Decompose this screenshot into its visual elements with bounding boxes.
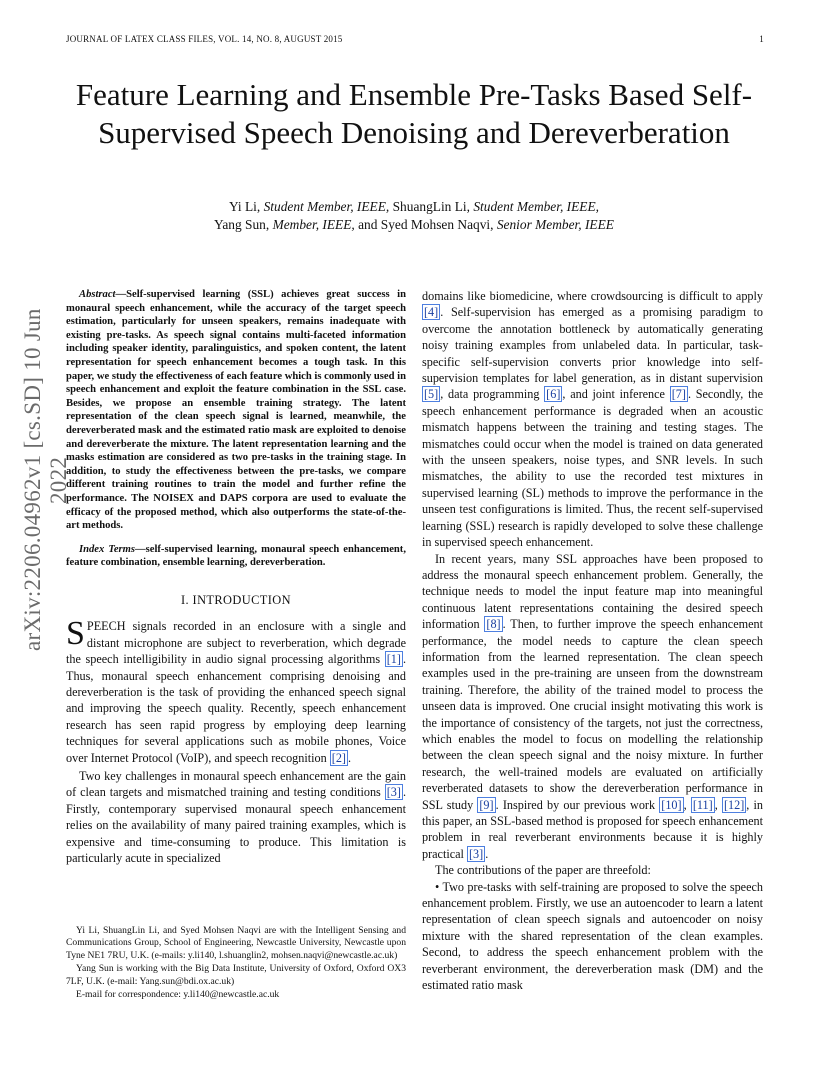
page-number: 1 — [759, 34, 764, 44]
citation-link[interactable]: [11] — [692, 797, 713, 812]
paragraph-text: , — [683, 797, 691, 812]
running-header — [66, 34, 764, 44]
citation-link[interactable]: [12] — [723, 797, 745, 812]
paragraph-text: In recent years, many SSL approaches have been proposed to address the monaural speech enhancement problem. Generally, the technique needs to model the input feature map into meaningful continuous latent representations containing the desired speech information — [422, 551, 763, 632]
paragraph-text: , and joint inference — [562, 387, 670, 402]
drop-cap: S — [66, 615, 85, 653]
author-name: ShuangLin Li, — [389, 199, 474, 214]
journal-name: JOURNAL OF LATEX CLASS FILES, VOL. 14, NO. 8, AUGUST 2015 — [66, 34, 343, 44]
paragraph-text: Two key challenges in monaural speech enhancement are the gain of clean targets and mismatched training and testing conditions — [66, 768, 406, 800]
author-affiliation: Senior Member, IEEE — [496, 217, 614, 232]
paragraph-text: domains like biomedicine, where crowdsourcing is difficult to apply — [422, 289, 763, 303]
citation-link[interactable]: [3] — [469, 846, 484, 861]
citation-link[interactable]: [2] — [331, 750, 346, 765]
abstract — [66, 288, 406, 533]
author-name: Yang Sun, — [214, 217, 273, 232]
left-column — [66, 288, 406, 866]
paragraph-text: , data programming — [440, 387, 545, 402]
intro-paragraph-1 — [66, 615, 406, 766]
footnote-affiliation: Yang Sun is working with the Big Data Institute, University of Oxford, Oxford OX3 7LF, U.K. (e-mail: Yang.sun@bdi.ox.ac.uk) — [66, 963, 406, 987]
author-name: and Syed Mohsen Naqvi, — [354, 217, 497, 232]
author-list — [60, 198, 768, 234]
footnote-correspondence: E-mail for correspondence: y.li140@newcastle.ac.uk — [76, 989, 280, 1001]
paper-title: Feature Learning and Ensemble Pre-Tasks Based Self-Supervised Speech Denoising and Dereverberation — [75, 77, 753, 150]
paragraph-text: . — [485, 846, 489, 861]
citation-link[interactable]: [10] — [661, 797, 682, 812]
intro-paragraph-2 — [66, 768, 406, 866]
footnotes — [66, 925, 406, 1002]
index-terms-lead: Index Terms — [79, 543, 136, 555]
citation-link[interactable]: [9] — [479, 797, 494, 812]
arxiv-stamp: arXiv:2206.04962v1 [cs.SD] 10 Jun 2022 — [20, 308, 71, 652]
paragraph-text: . Secondly, the speech enhancement performance is degraded when an acoustic mismatch happens between the training and testing stages. The mismatches could occur when the model is trained on data generated with the unseen speakers, noise types, and SNR levels. In such mismatches, the ability to use the recorded test mixtures in supervised learning (SL) methods to improve the performance in the unseen test configurations is limited. Thus, the recent self-supervised learning (SSL) research is rapidly developed to solve these challenge in supervised speech enhancement. — [422, 387, 763, 550]
paragraph-text: . Inspired by our previous work — [495, 797, 660, 812]
author-line-2 — [60, 216, 768, 234]
citation-link[interactable]: [1] — [386, 652, 401, 667]
citation-link[interactable]: [3] — [386, 785, 401, 800]
body-paragraph — [422, 551, 763, 863]
citation-link[interactable]: [8] — [486, 617, 501, 632]
abstract-text: —Self-supervised learning (SSL) achieves great success in monaural speech enhancement, while the accuracy of the target speech estimation, particularly for unseen speakers, remains inadequate with existing pre-tasks. As speech signal contains multi-faceted information including speaker identity, paralinguistics, and spoken content, the latent representation for speech enhancement becomes a tough task. In this paper, we study the effectiveness of each feature which is commonly used in speech enhancement and exploit the feature combination in the SSL case. Besides, we propose an ensemble training strategy. The latent representation of the clean speech signal is learned, meanwhile, the dereverberated mask and the estimated ratio mask are exploited to denoise and dereverberate the mixture. The latent representation learning and the masks estimation are considered as two pre-tasks in the training stage. In addition, to study the effectiveness between the pre-tasks, we compare different training routines to train the model and further refine the performance. The NOISEX and DAPS corpora are used to evaluate the efficacy of the proposed method, which also outperforms the state-of-the-art methods. — [66, 289, 406, 532]
abstract-lead: Abstract — [79, 289, 116, 300]
author-affiliation: Student Member, IEEE, — [473, 199, 600, 214]
paragraph-text: . Then, to further improve the speech enhancement performance, the model needs to capture the clean speech information from the learned representation. The clean speech examples used in the pre-training are unseen from the downstream training. Therefore, the ability of the trained model to process the unseen data is improved. One crucial insight motivating this work is the importance of consistency of the targets, not just the correctness, which enables the model to focus on modelling the relationship between the clean speech signal and the noisy mixture. In further research, the well-trained models are evaluated on artificially reverberated datasets to show the dereverberation performance in SSL study — [422, 617, 763, 812]
paragraph-text: . Thus, monaural speech enhancement comprising denoising and dereverberation is the task of providing the enhanced speech signal and improving the speech quality. Recently, speech enhancement research has seen rapid progress by employing deep learning techniques for several applications such as mobile phones, Voice over Internet Protocol (VoIP), and speech recognition — [66, 652, 406, 765]
citation-link[interactable]: [7] — [671, 387, 686, 402]
body-paragraph: The contributions of the paper are threefold: — [435, 863, 651, 878]
section-heading-introduction: I. INTRODUCTION — [181, 592, 291, 607]
paragraph-text: PEECH signals recorded in an enclosure with a single and distant microphone are subject to reverberation, which degrade the speech intelligibility in audio signal processing algorithms — [66, 619, 406, 667]
footnote-affiliation: Yi Li, ShuangLin Li, and Syed Mohsen Naqvi are with the Intelligent Sensing and Communications Group, School of Engineering, Newcastle University, Newcastle upon Tyne NE1 7RU, U.K. (e-mails: y.li140, l.shuanglin2, mohsen.naqvi@newcastle.ac.uk) — [66, 925, 406, 961]
author-line-1 — [60, 198, 768, 216]
body-paragraph — [422, 288, 763, 551]
index-terms-text: —self-supervised learning, monaural speech enhancement, feature combination, ensemble learning, dereverberation. — [66, 543, 406, 569]
index-terms — [66, 543, 406, 570]
citation-link[interactable]: [6] — [546, 387, 561, 402]
author-affiliation: Member, IEEE, — [272, 217, 355, 232]
paragraph-text: . — [347, 750, 352, 765]
paragraph-text: . Self-supervision has emerged as a promising paradigm to overcome the annotation bottleneck by automatically generating noisy training examples from unlabeled data. In particular, task-specific self-supervision converts prior knowledge into self-supervision templates for label generation, as in distant supervision — [422, 305, 763, 386]
paragraph-text: , — [714, 797, 722, 812]
paragraph-text: , in this paper, an SSL-based method is proposed for speech enhancement problem in real reverberant environments because it is highly practical — [422, 797, 764, 861]
author-name: Yi Li, — [228, 199, 264, 214]
paragraph-text: . Firstly, contemporary supervised monaural speech enhancement relies on the availability of many paired training examples, which is expensive and time-consuming to produce. This limitation is particularly acute in specialized — [66, 785, 406, 865]
citation-link[interactable]: [5] — [424, 387, 439, 402]
right-column — [422, 288, 763, 993]
contribution-bullet: • Two pre-tasks with self-training are proposed to solve the speech enhancement problem. Firstly, we use an autoencoder to learn a latent representation of clean speech signals and autoencoder on noisy mixture with the shared representation of the clean examples. Second, to address the speech enhancement problem with the reverberant environment, the dereverberation mask (DM) and the estimated ratio mask — [422, 879, 763, 993]
citation-link[interactable]: [4] — [424, 305, 439, 320]
author-affiliation: Student Member, IEEE, — [263, 199, 390, 214]
